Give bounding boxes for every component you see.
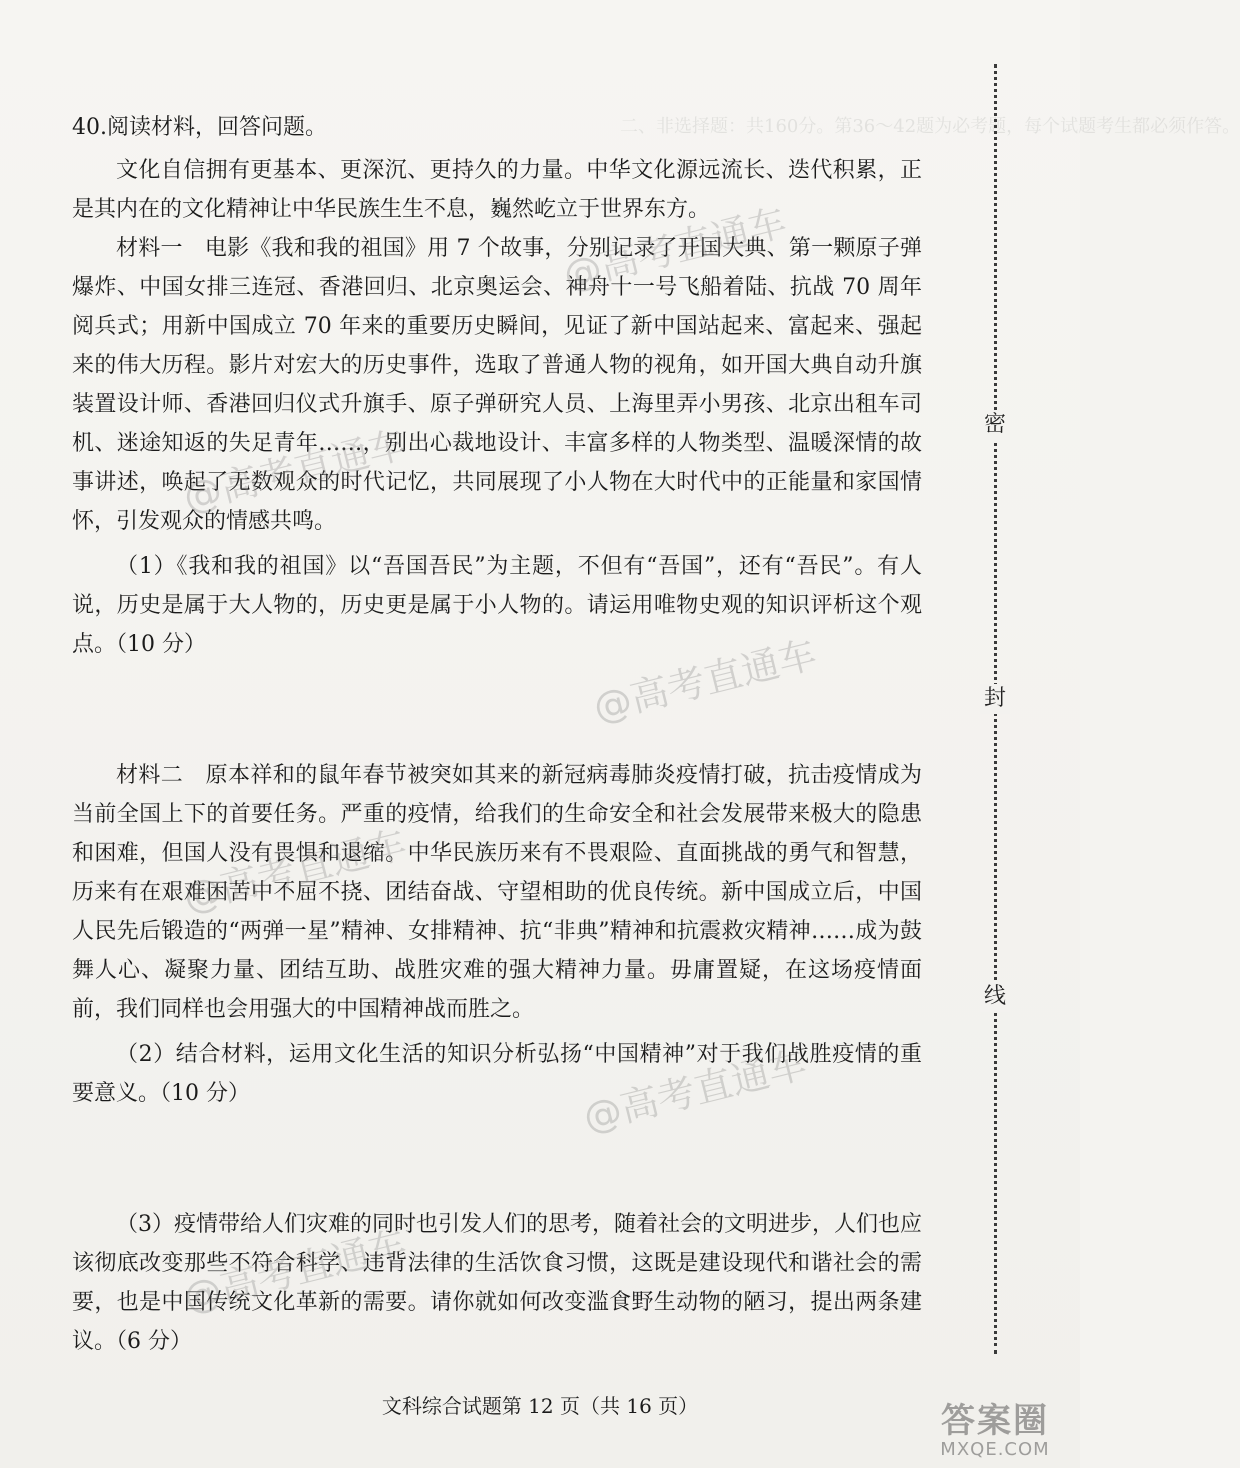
seal-mark-middle: 封: [980, 684, 1010, 714]
corner-logo-url: MXQE.COM: [940, 1439, 1050, 1460]
answer-space-2: [72, 1113, 922, 1205]
seal-mark-bottom: 线: [980, 982, 1010, 1012]
watermark: @高考直通车: [178, 1221, 411, 1320]
sub-question-2: （2）结合材料，运用文化生活的知识分析弘扬“中国精神”对于我们战胜疫情的重要意义。（10 分）: [72, 1042, 922, 1106]
material-two: 材料二 原本祥和的鼠年春节被突如其来的新冠病毒肺炎疫情打破，抗击疫情成为当前全国上下的首要任务。严重的疫情，给我们的生命安全和社会发展带来极大的隐患和困难，但国人没有畏惧和退缩。中华民族历来有不畏艰险、直面挑战的勇气和智慧，历来有在艰难困苦中不屈不挠、团结奋战、守望相助的优良传统。新中国成立后，中国人民先后锻造的“两弹一星”精神、女排精神、抗“非典”精神和抗震救灾精神……成为鼓舞人心、凝聚力量、团结互助、战胜灾难的强大精神力量。毋庸置疑，在这场疫情面前，我们同样也会用强大的中国精神战而胜之。: [72, 763, 922, 1022]
watermark: @高考直通车: [558, 199, 791, 298]
watermark: @高考直通车: [178, 821, 411, 920]
binding-line: [983, 64, 1006, 1354]
question-intro: 文化自信拥有更基本、更深沉、更持久的力量。中华文化源远流长、迭代积累，正是其内在的文化精神让中华民族生生不息，巍然屹立于世界东方。: [72, 158, 922, 222]
sub-question-1: （1）《我和我的祖国》以“吾国吾民”为主题，不但有“吾国”，还有“吾民”。有人说，历史是属于大人物的，历史更是属于小人物的。请运用唯物史观的知识评析这个观点。（10 分）: [72, 554, 922, 657]
sub-question-3: （3）疫情带给人们灾难的同时也引发人们的思考，随着社会的文明进步，人们也应该彻底改变那些不符合科学、违背法律的生活饮食习惯，这既是建设现代和谐社会的需要，也是中国传统文化革新的需要。请你就如何改变滥食野生动物的陋习，提出两条建议。（6 分）: [72, 1212, 922, 1354]
seal-mark-top: 密: [980, 410, 1010, 440]
question-content: [72, 108, 922, 1361]
material-one: 材料一 电影《我和我的祖国》用 7 个故事，分别记录了开国大典、第一颗原子弹爆炸、中国女排三连冠、香港回归、北京奥运会、神舟十一号飞船着陆、抗战 70 周年阅兵式；用新中国成立 70 年来的重要历史瞬间，见证了新中国站起来、富起来、强起来的伟大历程。影片对宏大的历史事件，选取了普通人物的视角，如开国大典自动升旗装置设计师、香港回归仪式升旗手、原子弹研究人员、上海里弄小男孩、北京出租车司机、迷途知返的失足青年……，别出心裁地设计、丰富多样的人物类型、温暖深情的故事讲述，唤起了无数观众的时代记忆，共同展现了小人物在大时代中的正能量和家国情怀，引发观众的情感共鸣。: [72, 236, 922, 534]
corner-logo: [920, 1402, 1070, 1460]
watermark: @高考直通车: [578, 1041, 811, 1140]
watermark: @高考直通车: [588, 631, 821, 730]
bleed-through-text: 二、非选择题：共160分。第36～42题为必考题，每个试题考生都必须作答。: [620, 116, 1240, 137]
question-heading: 40.阅读材料，回答问题。: [72, 115, 327, 140]
corner-logo-title: 答案圈: [941, 1401, 1049, 1441]
watermark: @高考直通车: [178, 421, 411, 520]
page-footer: 文科综合试题第 12 页（共 16 页）: [381, 1394, 699, 1418]
answer-space-1: [72, 664, 922, 756]
